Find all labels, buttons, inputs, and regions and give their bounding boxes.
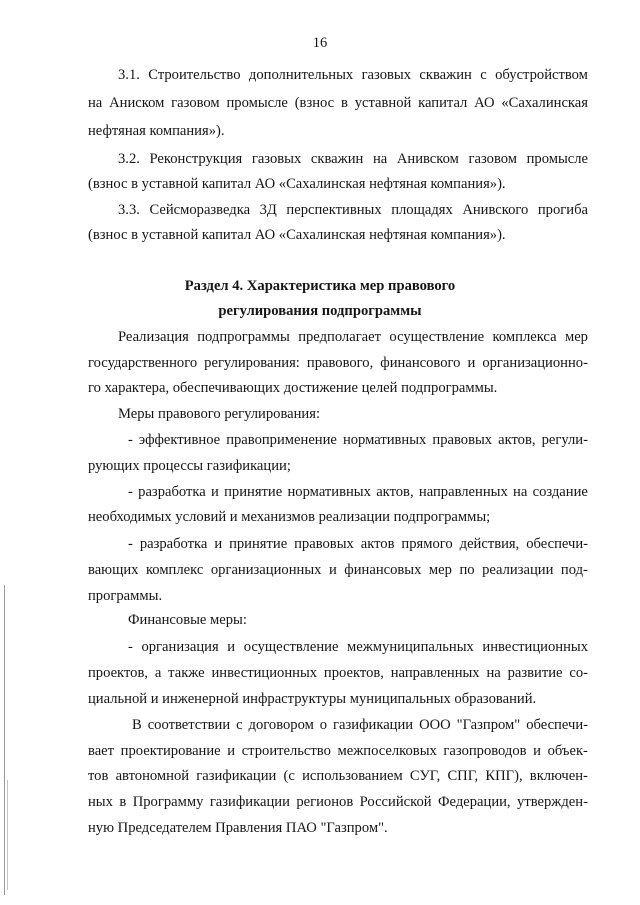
body-line-16: В соответствии с договором о газификации ООО "Газпром" обеспечи- bbox=[132, 717, 588, 733]
body-line-2: государственного регулирования: правового, финансового и организационно- bbox=[88, 355, 588, 371]
body-line-10: вающих комплекс организационных и финансовых мер по реализации под- bbox=[88, 562, 588, 578]
body-line-20: ную Председателем Правления ПАО "Газпром". bbox=[88, 820, 388, 836]
body-line-17: вает проектирование и строительство межпоселковых газопроводов и объек- bbox=[88, 743, 588, 759]
section-title-line-2: регулирования подпрограммы bbox=[218, 303, 422, 319]
body-line-14: проектов, а также инвестиционных проектов, направленных на развитие со- bbox=[88, 665, 588, 681]
item-3-1-line-1: 3.1. Строительство дополнительных газовых скважин с обустройством bbox=[118, 67, 588, 83]
body-line-1: Реализация подпрограммы предполагает осуществление комплекса мер bbox=[118, 329, 588, 345]
section-title-line-1: Раздел 4. Характеристика мер правового bbox=[184, 278, 456, 294]
body-line-3: го характера, обеспечивающих достижение целей подпрограммы. bbox=[88, 380, 498, 396]
item-3-3-line-1: 3.3. Сейсморазведка 3Д перспективных площадях Анивского прогиба bbox=[118, 202, 588, 218]
item-3-1-line-2: на Аниском газовом промысле (взнос в уставной капитал АО «Сахалинская bbox=[88, 95, 588, 111]
body-line-13: - организация и осуществление межмуниципальных инвестиционных bbox=[128, 639, 588, 655]
body-line-19: ных в Программу газификации регионов Российской Федерации, утвержден- bbox=[88, 794, 588, 810]
body-line-6: рующих процессы газификации; bbox=[88, 458, 291, 474]
scan-edge-line-secondary bbox=[7, 780, 8, 890]
body-line-11: программы. bbox=[88, 588, 163, 604]
body-line-9: - разработка и принятие правовых актов прямого действия, обеспечи- bbox=[128, 536, 588, 552]
body-line-5: - эффективное правоприменение нормативных правовых актов, регули- bbox=[128, 432, 588, 448]
body-line-15: циальной и инженерной инфраструктуры муниципальных образований. bbox=[88, 691, 537, 707]
body-line-12: Финансовые меры: bbox=[128, 612, 247, 628]
item-3-1-line-3: нефтяная компания»). bbox=[88, 123, 225, 139]
item-3-2-line-1: 3.2. Реконструкция газовых скважин на Анивском газовом промысле bbox=[118, 151, 588, 167]
page-number: 16 bbox=[312, 35, 328, 51]
body-line-18: тов автономной газификации (с использованием СУГ, СПГ, КПГ), включен- bbox=[88, 768, 588, 784]
item-3-2-line-2: (взнос в уставной капитал АО «Сахалинская нефтяная компания»). bbox=[88, 176, 506, 192]
scan-edge-line bbox=[4, 585, 5, 895]
item-3-3-line-2: (взнос в уставной капитал АО «Сахалинская нефтяная компания»). bbox=[88, 227, 506, 243]
body-line-8: необходимых условий и механизмов реализации подпрограммы; bbox=[88, 509, 491, 525]
body-line-4: Меры правового регулирования: bbox=[118, 406, 321, 422]
body-line-7: - разработка и принятие нормативных актов, направленных на создание bbox=[128, 484, 588, 500]
